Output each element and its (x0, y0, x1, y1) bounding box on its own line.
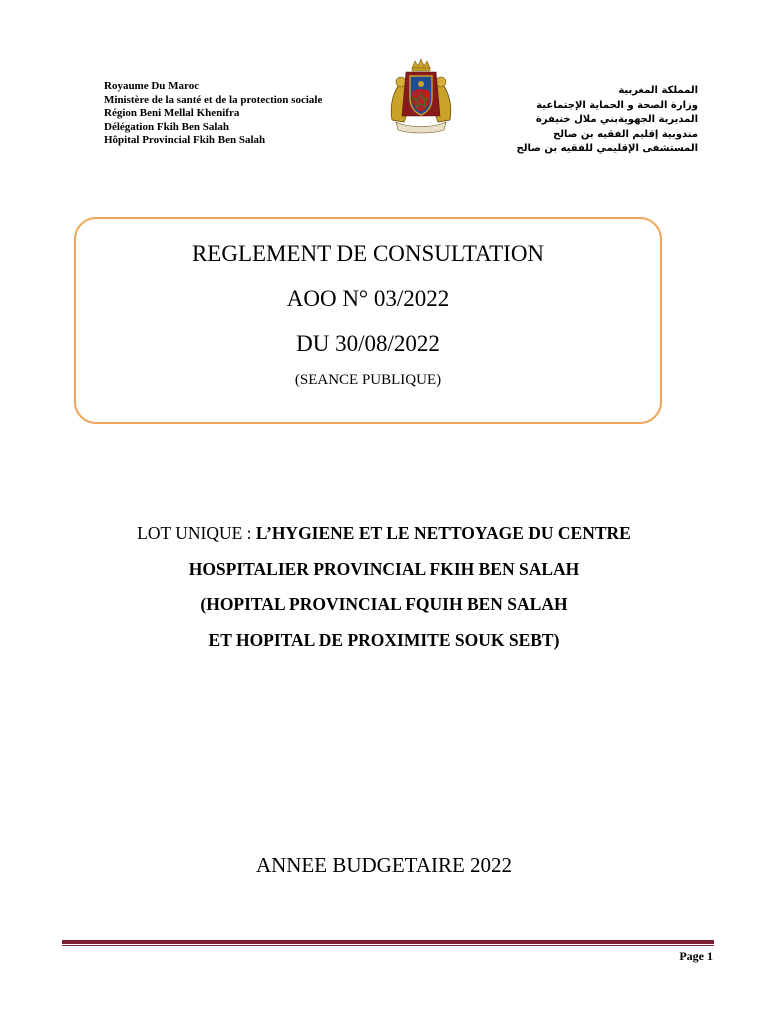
document-title: REGLEMENT DE CONSULTATION (191, 241, 545, 266)
header-left-line-5: Hôpital Provincial Fkih Ben Salah (104, 134, 266, 147)
header-left-line-4: Délégation Fkih Ben Salah (104, 120, 229, 133)
header-left-line-1: Royaume Du Maroc (104, 80, 200, 92)
title-box (74, 217, 662, 424)
header-left-block (104, 80, 322, 148)
header-right-line-3: المديرية الجهويةبني ملال خنيفرة (535, 114, 698, 125)
header-left-line-3: Région Beni Mellal Khenifra (104, 107, 240, 120)
budget-year: ANNEE BUDGETAIRE 2022 (255, 853, 513, 877)
lot-title: L’HYGIENE ET LE NETTOYAGE DU CENTRE (255, 523, 631, 543)
lot-prefix: LOT UNIQUE : (137, 523, 256, 543)
header-right-line-2: وزارة الصحة و الحماية الإجتماعية (536, 99, 698, 111)
tender-date: DU 30/08/2022 (296, 331, 440, 356)
lot-line-2: HOSPITALIER PROVINCIAL FKIH BEN SALAH (188, 558, 580, 579)
session-type: (SEANCE PUBLIQUE) (294, 372, 442, 388)
lot-line-4: ET HOPITAL DE PROXIMITE SOUK SEBT) (208, 629, 560, 650)
header-right-block (517, 84, 698, 157)
header-right-line-4: مندوبية إقليم الفقيه بن صالح (553, 128, 698, 140)
tender-number: AOO N° 03/2022 (286, 286, 450, 311)
header-right-line-5: المستشفى الإقليمي للفقيه بن صالح (516, 143, 698, 154)
footer-rule-thin (62, 945, 714, 946)
header-left-line-2: Ministère de la santé et de la protection sociale (104, 93, 323, 106)
lot-description (0, 516, 768, 658)
footer-rule-thick (62, 940, 714, 944)
lot-line-3: (HOPITAL PROVINCIAL FQUIH BEN SALAH (200, 594, 568, 614)
lot-line-1 (0, 516, 768, 552)
coat-of-arms-icon (386, 58, 456, 134)
page-number: Page 1 (679, 949, 713, 963)
header-right-line-1: المملكة المغربية (618, 85, 698, 96)
